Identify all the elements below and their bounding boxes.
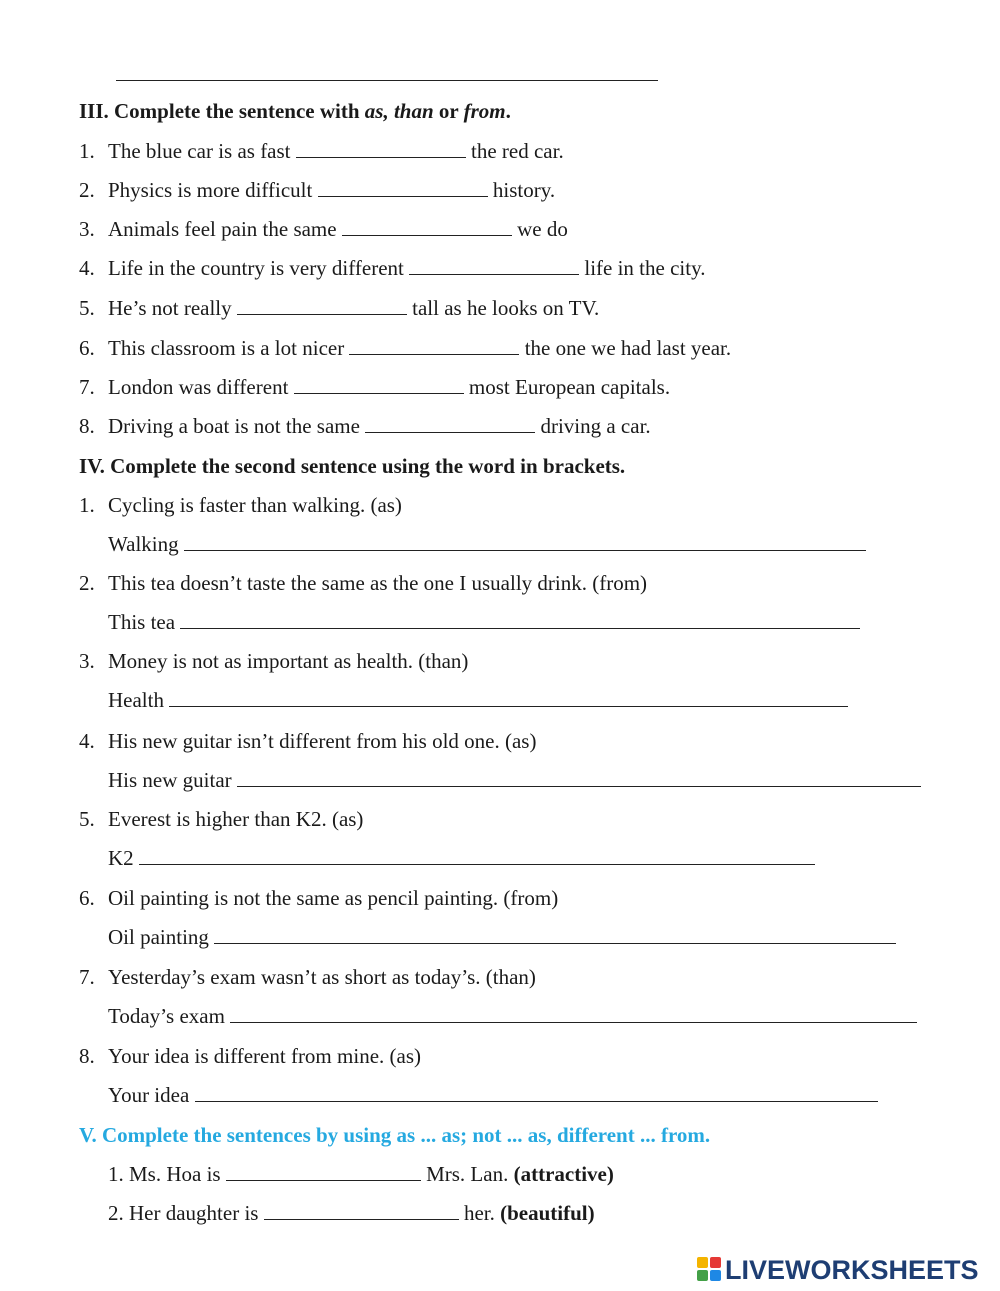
item-number: 8. xyxy=(79,1044,95,1068)
sentence-end: driving a car. xyxy=(540,414,651,438)
item-text xyxy=(108,374,670,400)
item-number: 7. xyxy=(79,965,95,989)
section-3-heading: III. Complete the sentence with as, than or from. xyxy=(79,99,511,123)
answer-blank[interactable] xyxy=(318,178,488,197)
item-question: Everest is higher than K2. (as) xyxy=(108,807,364,831)
answer-row xyxy=(108,609,860,635)
sentence-start: He’s not really xyxy=(108,296,232,320)
sentence-end: life in the city. xyxy=(584,256,706,280)
list-item xyxy=(108,1200,595,1226)
sentence-end: history. xyxy=(492,178,556,202)
answer-blank[interactable] xyxy=(237,296,407,315)
item-number: 5. xyxy=(79,807,95,831)
answer-blank[interactable] xyxy=(237,768,921,787)
answer-start: Your idea xyxy=(108,1083,190,1107)
item-text xyxy=(108,335,731,361)
liveworksheets-logo xyxy=(697,1255,979,1285)
sentence-end: the one we had last year. xyxy=(524,336,732,360)
item-text xyxy=(108,138,564,164)
answer-start: His new guitar xyxy=(108,768,232,792)
answer-start: Oil painting xyxy=(108,925,209,949)
answer-blank[interactable] xyxy=(184,532,866,551)
word-hint: (beautiful) xyxy=(500,1201,595,1225)
logo-icon xyxy=(697,1257,723,1283)
answer-row xyxy=(108,687,848,713)
item-question: Oil painting is not the same as pencil painting. (from) xyxy=(108,886,559,910)
logo-text: LIVEWORKSHEETS xyxy=(725,1254,979,1285)
item-number: 7. xyxy=(79,375,95,399)
item-text xyxy=(108,413,651,439)
item-number: 4. xyxy=(79,729,95,753)
section-5-heading: V. Complete the sentences by using as ... as; not ... as, different ... from. xyxy=(79,1123,711,1147)
item-question: Your idea is different from mine. (as) xyxy=(108,1044,421,1068)
item-question: Money is not as important as health. (than) xyxy=(108,649,469,673)
item-number: 1. xyxy=(79,493,95,517)
answer-blank[interactable] xyxy=(365,414,535,433)
item-number: 5. xyxy=(79,296,95,320)
answer-blank[interactable] xyxy=(294,375,464,394)
answer-blank[interactable] xyxy=(342,217,512,236)
sentence-start: Driving a boat is not the same xyxy=(108,414,360,438)
answer-row xyxy=(108,767,921,793)
sentence-start: Life in the country is very different xyxy=(108,256,404,280)
answer-blank[interactable] xyxy=(214,925,896,944)
answer-row xyxy=(108,531,866,557)
answer-blank[interactable] xyxy=(226,1162,421,1181)
sentence-end: her. xyxy=(463,1201,495,1225)
section-4-heading: IV. Complete the second sentence using the word in brackets. xyxy=(79,454,626,478)
sentence-start: Animals feel pain the same xyxy=(108,217,337,241)
answer-blank[interactable] xyxy=(409,256,579,275)
answer-blank[interactable] xyxy=(139,846,815,865)
answer-blank[interactable] xyxy=(169,688,848,707)
sentence-end: most European capitals. xyxy=(468,375,671,399)
answer-start: Walking xyxy=(108,532,179,556)
sentence-start: This classroom is a lot nicer xyxy=(108,336,345,360)
sentence-end: Mrs. Lan. xyxy=(426,1162,509,1186)
sentence-start: 1. Ms. Hoa is xyxy=(108,1162,221,1186)
item-number: 1. xyxy=(79,139,95,163)
item-text xyxy=(108,295,599,321)
item-question: This tea doesn’t taste the same as the one I usually drink. (from) xyxy=(108,571,648,595)
answer-start: Health xyxy=(108,688,164,712)
item-number: 3. xyxy=(79,649,95,673)
list-item xyxy=(108,1161,614,1187)
answer-blank[interactable] xyxy=(349,336,519,355)
sentence-start: 2. Her daughter is xyxy=(108,1201,259,1225)
sentence-end: tall as he looks on TV. xyxy=(412,296,600,320)
item-number: 4. xyxy=(79,256,95,280)
answer-blank[interactable] xyxy=(264,1201,459,1220)
item-number: 8. xyxy=(79,414,95,438)
answer-row xyxy=(108,845,815,871)
sentence-end: we do xyxy=(517,217,568,241)
answer-start: This tea xyxy=(108,610,176,634)
sentence-start: Physics is more difficult xyxy=(108,178,313,202)
item-text xyxy=(108,177,555,203)
item-number: 2. xyxy=(79,571,95,595)
answer-blank[interactable] xyxy=(195,1083,878,1102)
answer-blank[interactable] xyxy=(230,1004,917,1023)
answer-start: K2 xyxy=(108,846,134,870)
answer-line[interactable] xyxy=(116,80,658,81)
answer-row xyxy=(108,924,896,950)
item-question: His new guitar isn’t different from his old one. (as) xyxy=(108,729,537,753)
sentence-start: The blue car is as fast xyxy=(108,139,291,163)
answer-blank[interactable] xyxy=(180,610,860,629)
answer-start: Today’s exam xyxy=(108,1004,225,1028)
item-number: 6. xyxy=(79,336,95,360)
answer-row xyxy=(108,1003,917,1029)
sentence-start: London was different xyxy=(108,375,289,399)
item-question: Cycling is faster than walking. (as) xyxy=(108,493,402,517)
item-question: Yesterday’s exam wasn’t as short as today’s. (than) xyxy=(108,965,536,989)
answer-blank[interactable] xyxy=(296,139,466,158)
item-text xyxy=(108,216,568,242)
sentence-end: the red car. xyxy=(471,139,564,163)
item-number: 3. xyxy=(79,217,95,241)
item-number: 6. xyxy=(79,886,95,910)
answer-row xyxy=(108,1082,878,1108)
item-text xyxy=(108,255,705,281)
word-hint: (attractive) xyxy=(513,1162,614,1186)
item-number: 2. xyxy=(79,178,95,202)
